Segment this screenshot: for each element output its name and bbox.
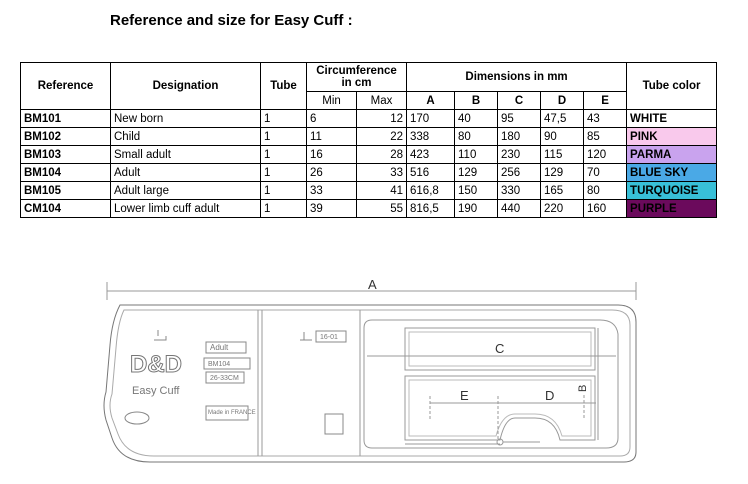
header-tube-color: Tube color [627, 63, 717, 110]
cell-designation: Child [111, 128, 261, 146]
header-max: Max [357, 92, 407, 110]
product-name: Easy Cuff [132, 385, 180, 397]
cell-max: 55 [357, 200, 407, 218]
cell-d: 220 [541, 200, 584, 218]
cell-a: 816,5 [407, 200, 455, 218]
cell-b: 190 [455, 200, 498, 218]
cell-tube: 1 [261, 200, 307, 218]
cell-reference: CM104 [21, 200, 111, 218]
dim-c-label: C [495, 341, 505, 356]
cell-reference: BM101 [21, 110, 111, 128]
dim-d-label: D [545, 388, 555, 403]
cell-tube: 1 [261, 146, 307, 164]
header-dimensions: Dimensions in mm [407, 63, 627, 92]
cell-designation: New born [111, 110, 261, 128]
cell-e: 80 [584, 182, 627, 200]
cell-d: 47,5 [541, 110, 584, 128]
marker-icons [125, 330, 346, 434]
cell-d: 90 [541, 128, 584, 146]
header-b: B [455, 92, 498, 110]
cell-max: 33 [357, 164, 407, 182]
cell-min: 6 [307, 110, 357, 128]
range-label: 26-33CM [210, 375, 239, 382]
cell-e: 85 [584, 128, 627, 146]
table-row [21, 182, 717, 200]
cell-max: 28 [357, 146, 407, 164]
cell-min: 16 [307, 146, 357, 164]
cell-c: 256 [498, 164, 541, 182]
size-table [20, 62, 717, 218]
cell-b: 80 [455, 128, 498, 146]
cell-max: 22 [357, 128, 407, 146]
cell-d: 115 [541, 146, 584, 164]
cell-max: 41 [357, 182, 407, 200]
cell-b: 150 [455, 182, 498, 200]
dim-e-label: E [460, 388, 469, 403]
cell-b: 40 [455, 110, 498, 128]
cell-a: 423 [407, 146, 455, 164]
cell-min: 26 [307, 164, 357, 182]
cell-designation: Small adult [111, 146, 261, 164]
cell-tube-color: BLUE SKY [627, 164, 717, 182]
cell-d: 129 [541, 164, 584, 182]
header-reference: Reference [21, 63, 111, 110]
page-title: Reference and size for Easy Cuff : [110, 12, 353, 29]
cell-d: 165 [541, 182, 584, 200]
cell-a: 616,8 [407, 182, 455, 200]
size-label: Adult [210, 343, 229, 352]
ref-label: BM104 [208, 361, 231, 368]
made-in-label: Made in FRANCE [208, 410, 256, 416]
cell-max: 12 [357, 110, 407, 128]
cell-c: 440 [498, 200, 541, 218]
cell-reference: BM103 [21, 146, 111, 164]
dim-a-label: A [368, 277, 377, 292]
cell-designation: Adult large [111, 182, 261, 200]
cell-tube: 1 [261, 128, 307, 146]
cell-tube-color: PINK [627, 128, 717, 146]
cell-a: 170 [407, 110, 455, 128]
cell-tube: 1 [261, 110, 307, 128]
cell-e: 160 [584, 200, 627, 218]
header-a: A [407, 92, 455, 110]
cell-c: 330 [498, 182, 541, 200]
cell-tube: 1 [261, 164, 307, 182]
header-designation: Designation [111, 63, 261, 110]
cell-b: 110 [455, 146, 498, 164]
cell-c: 230 [498, 146, 541, 164]
cell-b: 129 [455, 164, 498, 182]
cell-e: 70 [584, 164, 627, 182]
cell-e: 43 [584, 110, 627, 128]
header-circumference: Circumference in cm [307, 63, 407, 92]
cell-c: 180 [498, 128, 541, 146]
cell-c: 95 [498, 110, 541, 128]
table-row [21, 110, 717, 128]
table-row [21, 146, 717, 164]
cell-a: 338 [407, 128, 455, 146]
cell-min: 11 [307, 128, 357, 146]
cell-tube: 1 [261, 182, 307, 200]
cell-e: 120 [584, 146, 627, 164]
cell-tube-color: PURPLE [627, 200, 717, 218]
cell-designation: Adult [111, 164, 261, 182]
cell-reference: BM105 [21, 182, 111, 200]
table-row [21, 164, 717, 182]
header-d: D [541, 92, 584, 110]
cell-tube-color: PARMA [627, 146, 717, 164]
cell-tube-color: TURQUOISE [627, 182, 717, 200]
header-e: E [584, 92, 627, 110]
table-row [21, 128, 717, 146]
cell-reference: BM104 [21, 164, 111, 182]
dim-b-label: B [577, 384, 589, 392]
cell-a: 516 [407, 164, 455, 182]
small-mark-label: 16-01 [320, 334, 338, 341]
cell-designation: Lower limb cuff adult [111, 200, 261, 218]
cell-reference: BM102 [21, 128, 111, 146]
header-tube: Tube [261, 63, 307, 110]
header-c: C [498, 92, 541, 110]
brand-logo: D&D [130, 351, 182, 378]
cell-tube-color: WHITE [627, 110, 717, 128]
cell-min: 33 [307, 182, 357, 200]
cell-min: 39 [307, 200, 357, 218]
header-min: Min [307, 92, 357, 110]
table-row [21, 200, 717, 218]
